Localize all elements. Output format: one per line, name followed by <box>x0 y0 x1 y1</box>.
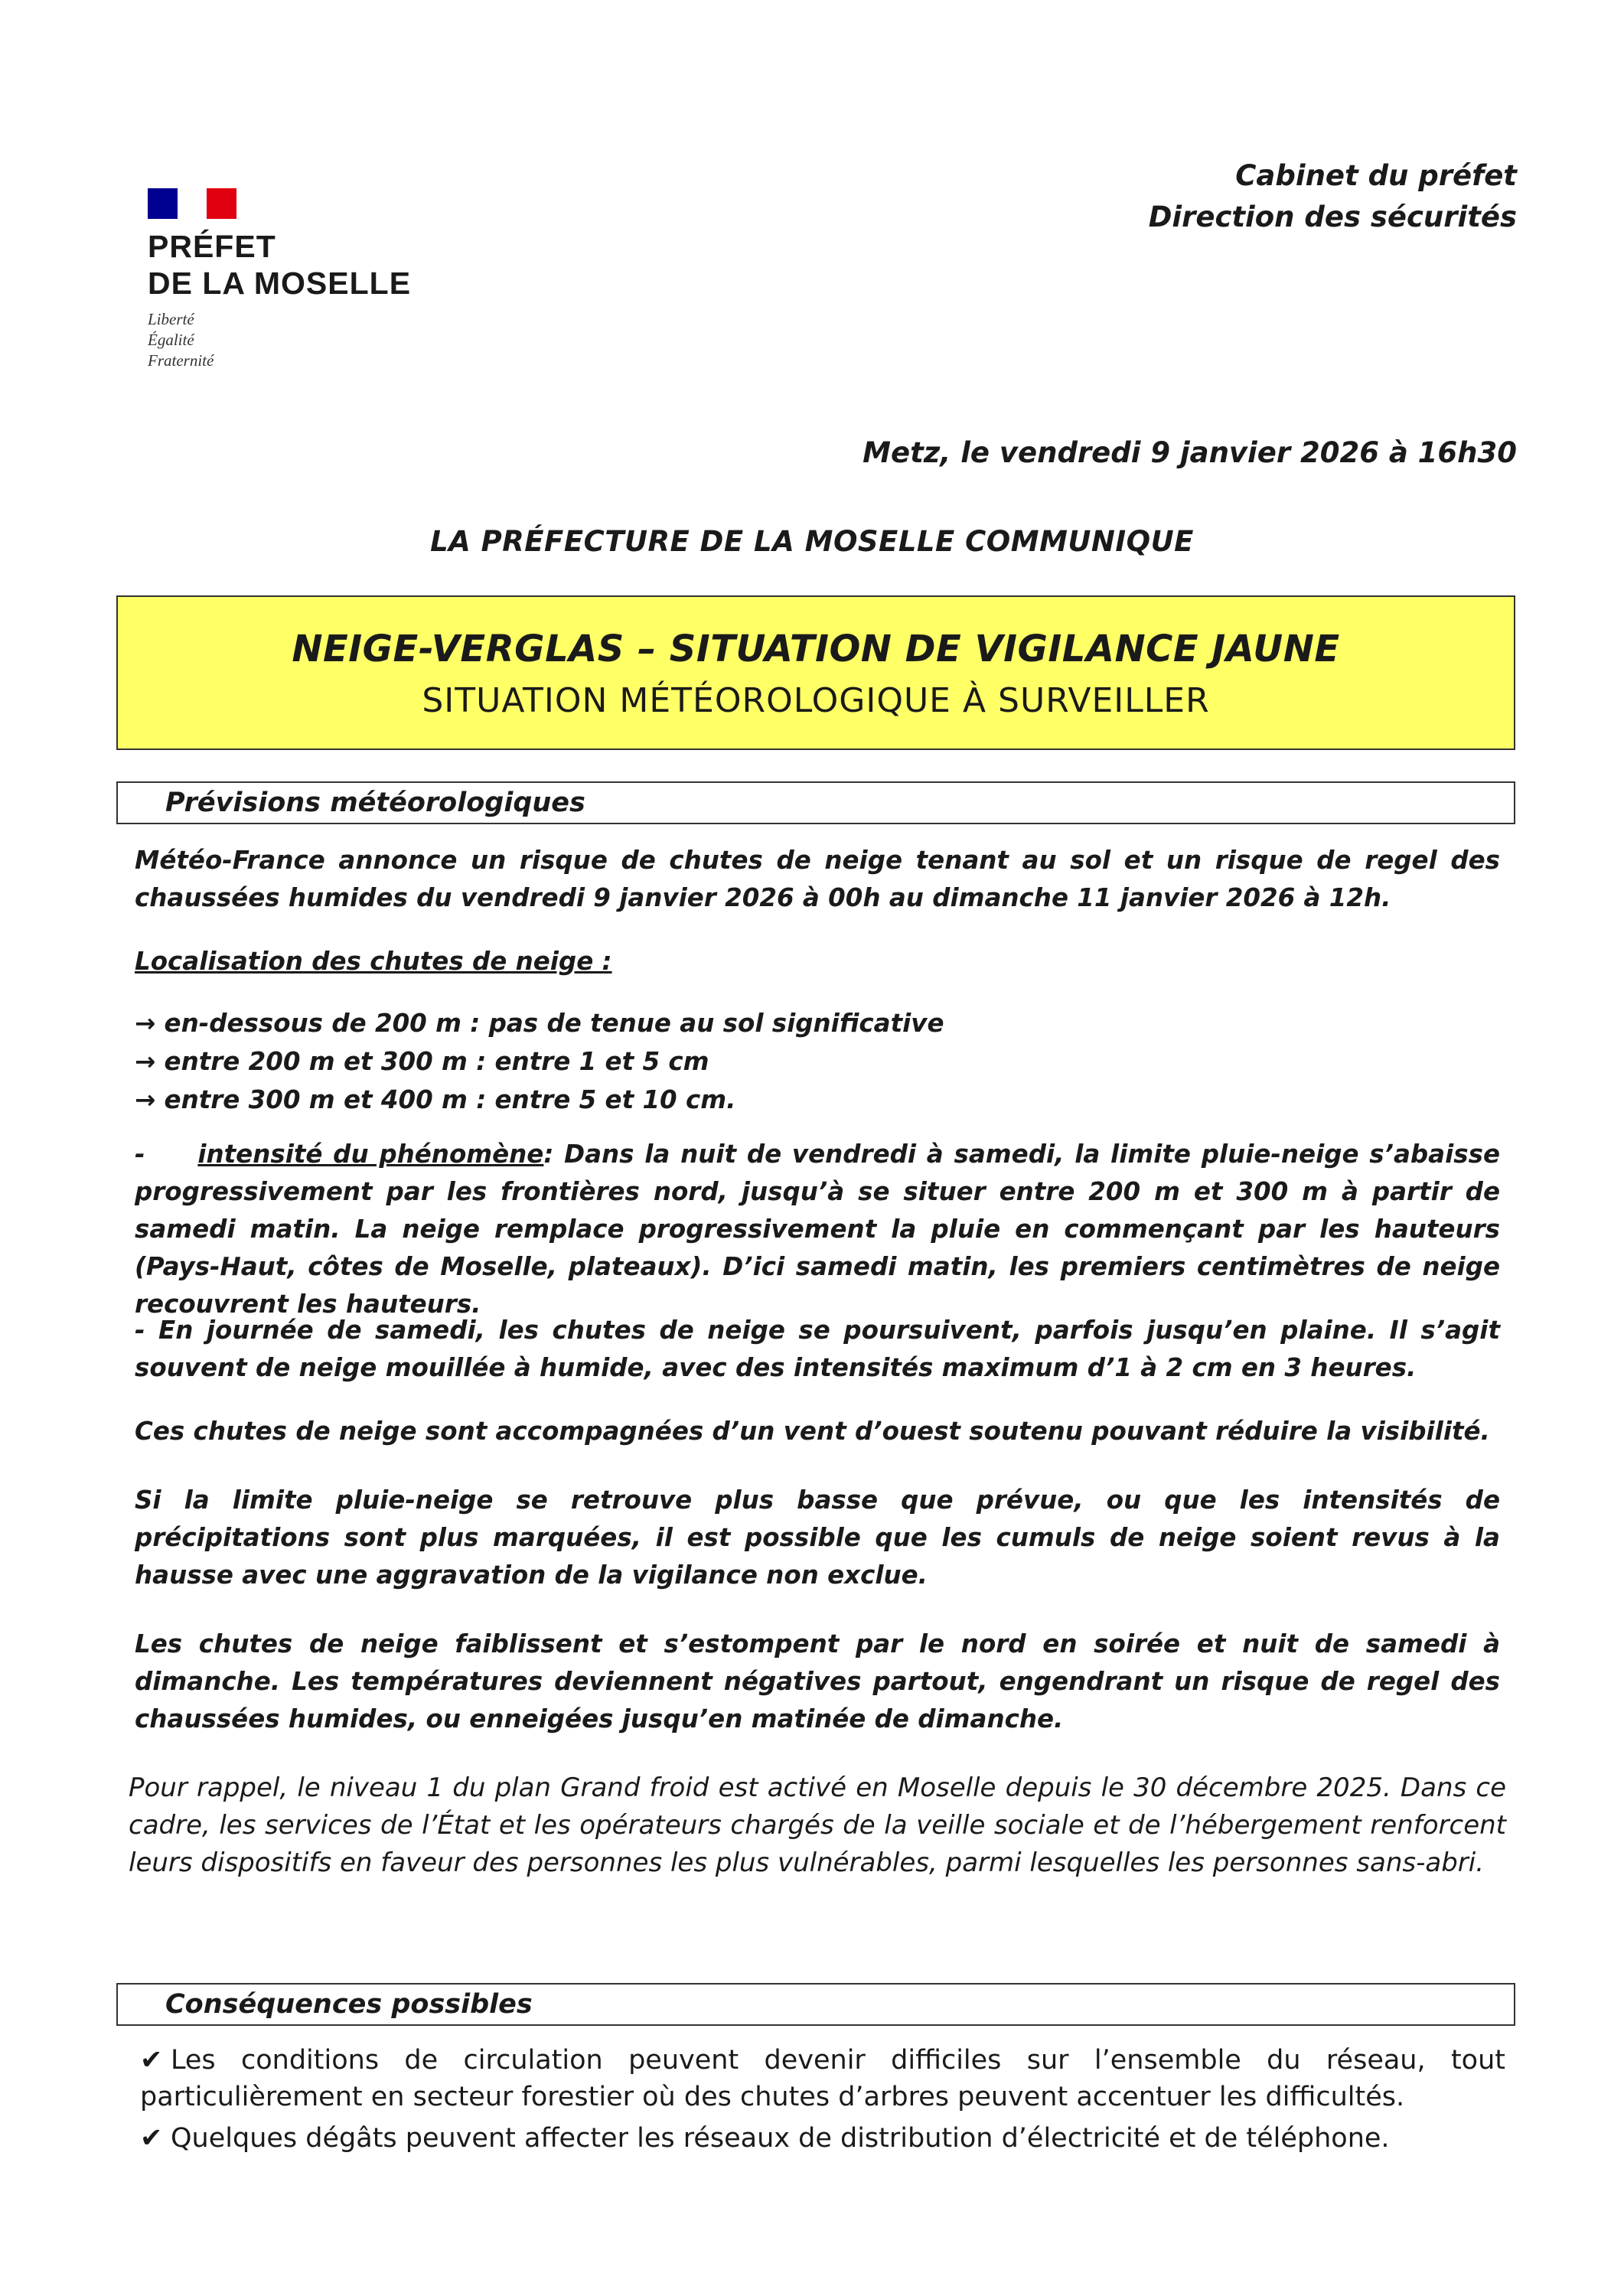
previsions-intro: Météo-France annonce un risque de chutes de neige tenant au sol et un risque de regel des chaussées humides du vendredi 9 janvier 2026 à 00h au dimanche 11 janvier 2026 à 12h. <box>135 846 1500 912</box>
intensite-dash: - <box>135 1140 145 1169</box>
french-flag-icon <box>148 188 236 219</box>
vigilance-banner <box>116 595 1515 750</box>
localisation-item: → entre 200 m et 300 m : entre 1 et 5 cm <box>135 1047 709 1076</box>
banner-subtitle: SITUATION MÉTÉOROLOGIQUE À SURVEILLER <box>422 681 1210 720</box>
vent-paragraph: Ces chutes de neige sont accompagnées d’un vent d’ouest soutenu pouvant réduire la visibilité. <box>135 1417 1490 1446</box>
republic-motto <box>148 309 423 371</box>
checkmark-icon: ✔ <box>140 2045 163 2076</box>
localisation-item: → en-dessous de 200 m : pas de tenue au sol significative <box>135 1009 944 1038</box>
flag-red-band <box>207 188 236 219</box>
intensite-paragraph <box>135 1136 1500 1323</box>
faiblissent-paragraph: Les chutes de neige faiblissent et s’estompent par le nord en soirée et nuit de samedi à dimanche. Les températures deviennent négatives partout, engendrant un risque de regel des chaussées humides, ou enneigées jusqu’en matinée de dimanche. <box>135 1629 1500 1733</box>
motto-liberte: Liberté <box>148 310 194 328</box>
consequence-text: Les conditions de circulation peuvent devenir difficiles sur l’ensemble du réseau, tout particulièrement en secteur forestier où des chutes d’arbres peuvent accentuer les difficultés. <box>140 2045 1505 2112</box>
flag-blue-band <box>148 188 178 219</box>
communique-heading: LA PRÉFECTURE DE LA MOSELLE COMMUNIQUE <box>430 525 1194 558</box>
consequence-item <box>140 2120 1505 2157</box>
localisation-heading: Localisation des chutes de neige : <box>135 947 612 976</box>
samedi-paragraph: - En journée de samedi, les chutes de neige se poursuivent, parfois jusqu’en plaine. Il s’agit souvent de neige mouillée à humide, avec des intensités maximum d’1 à 2 cm en 3 heures. <box>135 1316 1500 1382</box>
consequences-heading: Conséquences possibles <box>116 1983 1515 2026</box>
consequence-text: Quelques dégâts peuvent affecter les réseaux de distribution d’électricité et de téléphone. <box>171 2123 1390 2154</box>
motto-fraternite: Fraternité <box>148 351 214 370</box>
flag-white-band <box>178 188 207 219</box>
localisation-item: → entre 300 m et 400 m : entre 5 et 10 cm. <box>135 1085 736 1114</box>
motto-egalite: Égalité <box>148 331 194 349</box>
intensite-text: : Dans la nuit de vendredi à samedi, la limite pluie-neige s’abaisse progressivement par les frontières nord, jusqu’à se situer entre 200 m et 300 m à partir de samedi matin. La neige remplace progressivement la pluie en commençant par les hauteurs (Pays-Haut, côtes de Moselle, plateaux). D’ici samedi matin, les premiers centimètres de neige recouvrent les hauteurs. <box>135 1140 1500 1319</box>
prefecture-logo <box>148 188 423 371</box>
logo-title-line2: DE LA MOSELLE <box>148 266 412 301</box>
intensite-label: intensité du phénomène <box>197 1140 544 1169</box>
rappel-paragraph: Pour rappel, le niveau 1 du plan Grand froid est activé en Moselle depuis le 30 décembre 2025. Dans ce cadre, les services de l’État et les opérateurs chargés de la veille sociale et de l’hébergement renforcent leurs dispositifs en faveur des personnes les plus vulnérables, parmi lesquelles les personnes sans-abri. <box>129 1773 1506 1878</box>
checkmark-icon: ✔ <box>140 2123 163 2154</box>
previsions-heading: Prévisions météorologiques <box>116 781 1515 824</box>
dateline: Metz, le vendredi 9 janvier 2026 à 16h30 <box>863 436 1517 469</box>
banner-title: NEIGE-VERGLAS – SITUATION DE VIGILANCE JAUNE <box>292 628 1340 670</box>
logo-title-line1: PRÉFET <box>148 229 276 264</box>
consequence-item <box>140 2042 1505 2115</box>
direction-label: Direction des sécurités <box>1148 201 1517 233</box>
cabinet-label: Cabinet du préfet <box>1235 159 1517 192</box>
limite-paragraph: Si la limite pluie-neige se retrouve plus basse que prévue, ou que les intensités de précipitations sont plus marquées, il est possible que les cumuls de neige soient revus à la hausse avec une aggravation de la vigilance non exclue. <box>135 1486 1500 1590</box>
